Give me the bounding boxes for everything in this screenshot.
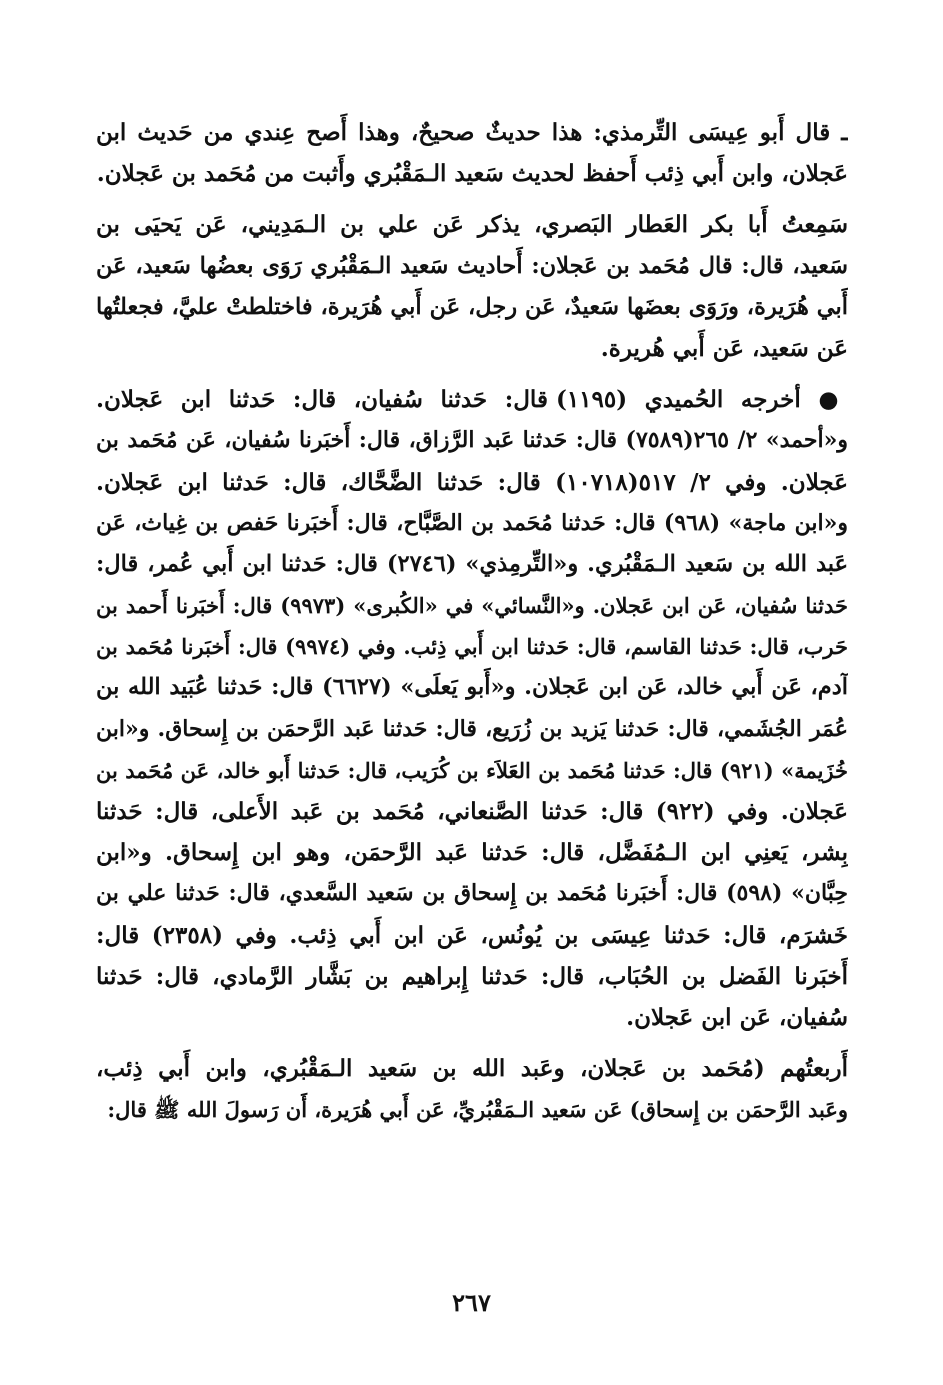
text-line: حَدثنا سُفيان، عَن ابن عَجلان. و«النَّسائي» في «الكُبرى» (٩٩٧٣) قال: أَخبَرنا أَحمد بن [96, 593, 848, 619]
text-line: حِبَّان» (٥٩٨) قال: أَخبَرنا مُحَمد بن إِسحاق بن سَعيد السَّعدي، قال: حَدثنا علي بن [96, 880, 848, 907]
paragraph-summary [96, 1048, 848, 1130]
paragraph-takhrij [96, 379, 848, 1038]
text-line: عَبد الله بن سَعيد الـمَقْبُري. و«التِّرمِذي» (٢٧٤٦) قال: حَدثنا ابن أَبي عُمر، قال: [96, 550, 848, 577]
text-line: آدم، عَن أَبي خالد، عَن ابن عَجلان. و«أَبو يَعلَى» (٦٦٢٧) قال: حَدثنا عُبَيد الله بن [96, 674, 848, 701]
text-line: سَمِعتُ أَبا بكر العَطار البَصري، يذكر عَن علي بن الـمَدِيني، عَن يَحيَى بن [96, 211, 848, 239]
text-line: عَجلان، وابن أَبي ذِئب أَحفظ لحديث سَعيد الـمَقْبُري وأَثبت من مُحَمد بن عَجلان. [96, 160, 848, 188]
text-line: وعَبد الرَّحمَن بن إِسحاق) عَن سَعيد الـمَقْبُريِّ، عَن أَبي هُرَيرة، أَن رَسولَ الله ﷺ قال: [107, 1097, 848, 1123]
paragraph-spacer [96, 194, 848, 204]
text-line: عُمَر الجُشَمي، قال: حَدثنا يَزيد بن زُرَيع، قال: حَدثنا عَبد الرَّحمَن بن إِسحاق. و«ابن [96, 715, 848, 742]
text-line: أَبي هُرَيرة، ورَوَى بعضَها سَعيدٌ، عَن رجل، عَن أَبي هُرَيرة، فاختلطتْ عليَّ، فجعلتُها [96, 293, 848, 320]
text-line: ـ قال أَبو عِيسَى التِّرمذي: هذا حديثٌ صحيحٌ، وهذا أَصح عِندي من حَديث ابن [96, 119, 848, 146]
main-text [96, 112, 848, 1131]
text-line: أَخبَرنا الفَضل بن الحُبَاب، قال: حَدثنا إِبراهيم بن بَشَّار الرَّمادي، قال: حَدثنا [96, 962, 848, 990]
text-line: و«أحمد» ٢/ ٢٦٥(٧٥٨٩) قال: حَدثنا عَبد الرَّزاق، قال: أَخبَرنا سُفيان، عَن مُحَمد بن [96, 427, 848, 454]
paragraph-tirmidhi-comment [96, 112, 848, 194]
text-line: بِشر، يَعنِي ابن الـمُفَضَّل، قال: حَدثنا عَبد الرَّحمَن، وهو ابن إِسحاق. و«ابن [96, 839, 848, 867]
page-number: ٢٦٧ [452, 1288, 491, 1317]
text-line: عَجلان. وفي (٩٢٢) قال: حَدثنا الصَّنعاني، مُحَمد بن عَبد الأَعلى، قال: حَدثنا [96, 798, 848, 825]
text-line: خُزَيمة» (٩٢١) قال: حَدثنا مُحَمد بن العَلاَء بن كُرَيب، قال: حَدثنا أَبو خالد، عَن مُحَمد بن [96, 757, 848, 783]
text-line: حَرب، قال: حَدثنا القاسم، قال: حَدثنا ابن أَبي ذِئب. وفي (٩٩٧٤) قال: أَخبَرنا مُحَمد بن [96, 634, 848, 660]
text-line: خَشرَم، قال: حَدثنا عِيسَى بن يُونُس، عَن ابن أَبي ذِئب. وفي (٢٣٥٨) قال: [96, 921, 848, 949]
text-line: عَجلان. وفي ٢/ ٥١٧(١٠٧١٨) قال: حَدثنا الضَّحَّاك، قال: حَدثنا ابن عَجلان. [96, 468, 848, 496]
text-line: ● أخرجه الحُميدي (١١٩٥) قال: حَدثنا سُفيان، قال: حَدثنا ابن عَجلان. [96, 386, 848, 414]
text-line: و«ابن ماجة» (٩٦٨) قال: حَدثنا مُحَمد بن الصَّبَّاح، قال: أَخبَرنا حَفص بن غِياث، عَن [96, 509, 848, 536]
text-line: سَعيد، قال: قال مُحَمد بن عَجلان: أَحاديث سَعيد الـمَقْبُري رَوَى بعضُها سَعيد، عَن [96, 252, 848, 279]
paragraph-spacer [96, 1038, 848, 1048]
text-line: سُفيان، عَن ابن عَجلان. [626, 1003, 848, 1031]
text-line: أَربعتُهم (مُحَمد بن عَجلان، وعَبد الله بن سَعيد الـمَقْبُري، وابن أَبي ذِئب، [96, 1055, 848, 1083]
paragraph-narration [96, 204, 848, 369]
text-line: عَن سَعيد، عَن أَبي هُريرة. [600, 334, 848, 362]
paragraph-spacer [96, 369, 848, 379]
